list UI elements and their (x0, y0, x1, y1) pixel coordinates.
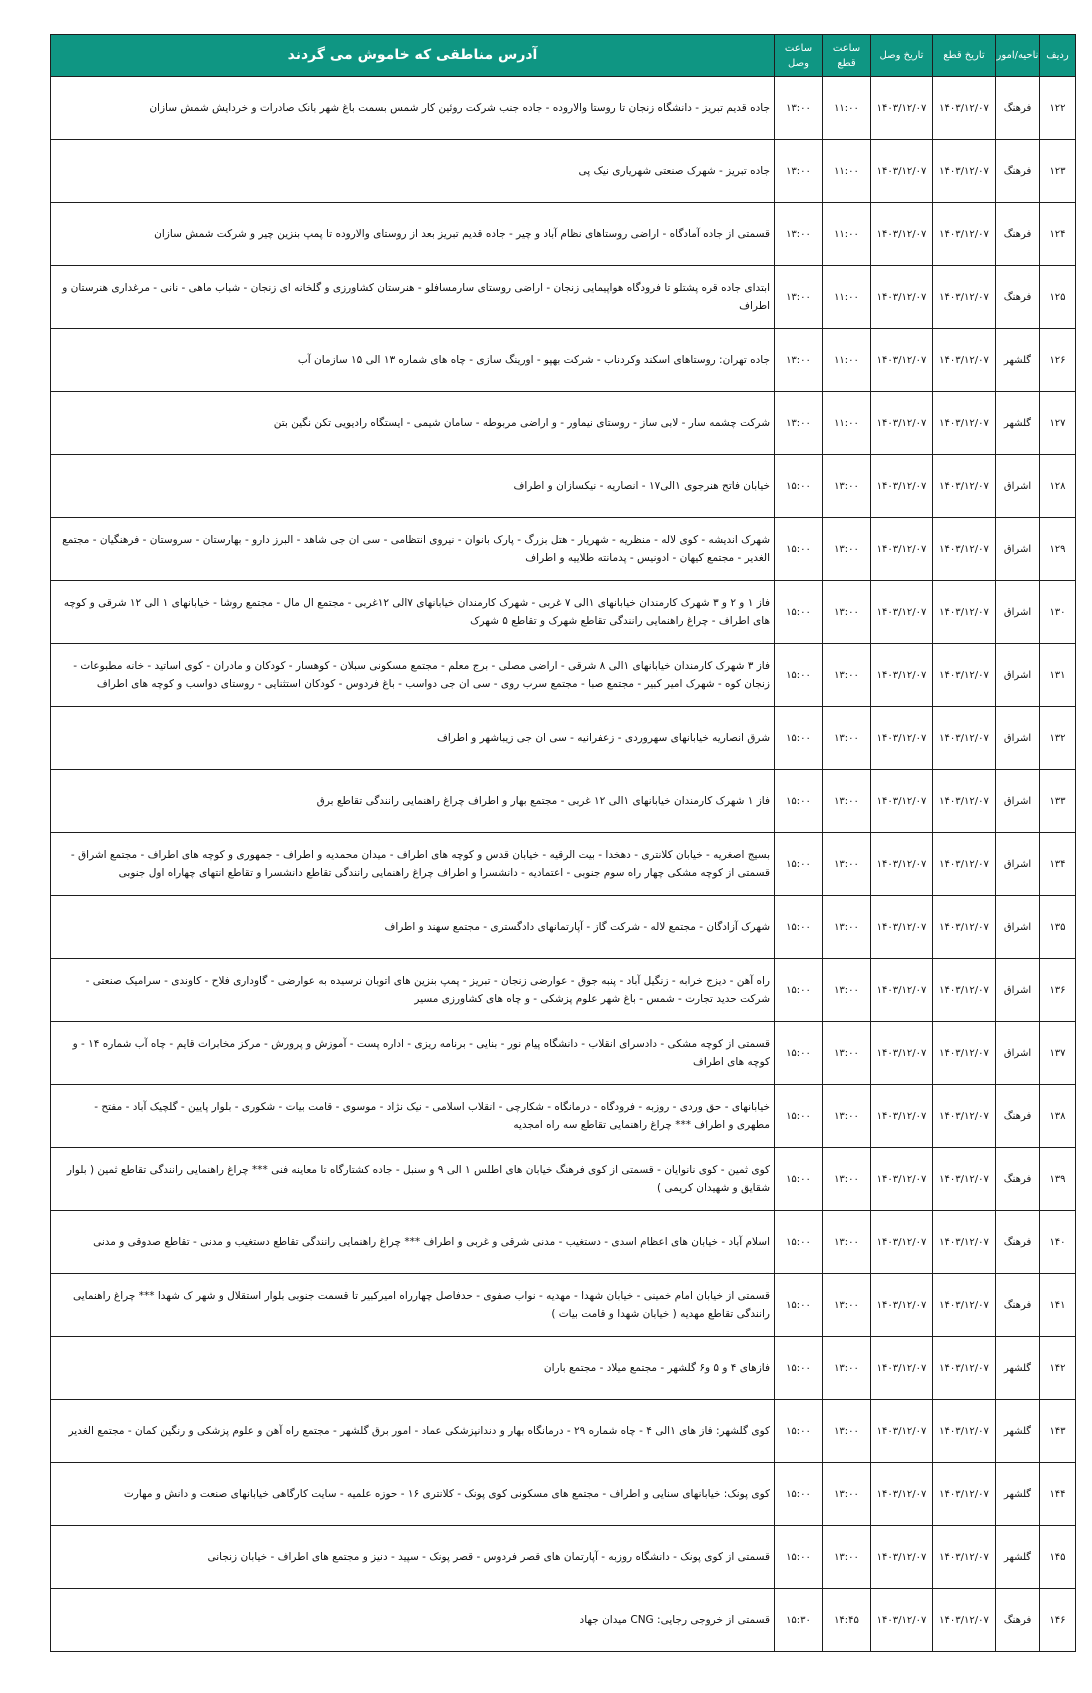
connect-time-cell: ۱۵:۰۰ (775, 1526, 823, 1589)
cut-time-cell: ۱۱:۰۰ (823, 266, 871, 329)
table-row (51, 140, 1076, 203)
area-cell: اشراق (996, 896, 1040, 959)
table-row (51, 1022, 1076, 1085)
header-connect-date: تاریخ وصل (871, 35, 933, 77)
table-row (51, 644, 1076, 707)
cut-time-cell: ۱۱:۰۰ (823, 77, 871, 140)
table-row (51, 266, 1076, 329)
table-row (51, 1526, 1076, 1589)
area-cell: گلشهر (996, 392, 1040, 455)
cut-time-cell: ۱۳:۰۰ (823, 833, 871, 896)
area-cell: فرهنگ (996, 1274, 1040, 1337)
cut-time-cell: ۱۳:۰۰ (823, 770, 871, 833)
cut-time-cell: ۱۱:۰۰ (823, 392, 871, 455)
connect-time-cell: ۱۵:۰۰ (775, 455, 823, 518)
connect-time-cell: ۱۵:۰۰ (775, 833, 823, 896)
table-row (51, 1274, 1076, 1337)
cut-date-cell: ۱۴۰۳/۱۲/۰۷ (933, 1463, 996, 1526)
cut-date-cell: ۱۴۰۳/۱۲/۰۷ (933, 1526, 996, 1589)
connect-date-cell: ۱۴۰۳/۱۲/۰۷ (871, 1400, 933, 1463)
area-cell: گلشهر (996, 1400, 1040, 1463)
row-number-cell: ۱۳۹ (1040, 1148, 1076, 1211)
table-row (51, 896, 1076, 959)
outage-table (50, 34, 1076, 1652)
header-area: ناحیه/امور (996, 35, 1040, 77)
row-number-cell: ۱۳۲ (1040, 707, 1076, 770)
cut-date-cell: ۱۴۰۳/۱۲/۰۷ (933, 455, 996, 518)
area-cell: اشراق (996, 1022, 1040, 1085)
cut-time-cell: ۱۱:۰۰ (823, 140, 871, 203)
table-row (51, 581, 1076, 644)
area-cell: فرهنگ (996, 1211, 1040, 1274)
connect-date-cell: ۱۴۰۳/۱۲/۰۷ (871, 1148, 933, 1211)
area-cell: اشراق (996, 455, 1040, 518)
connect-date-cell: ۱۴۰۳/۱۲/۰۷ (871, 896, 933, 959)
address-cell: قسمتی از کوچه مشکی - دادسرای انقلاب - دانشگاه پیام نور - بنایی - برنامه ریزی - اداره پست - آموزش و پرورش - مرکز مخابرات قایم - چاه آب شماره ۱۴ - و کوچه های اطراف (51, 1022, 775, 1085)
area-cell: فرهنگ (996, 266, 1040, 329)
cut-date-cell: ۱۴۰۳/۱۲/۰۷ (933, 1211, 996, 1274)
cut-date-cell: ۱۴۰۳/۱۲/۰۷ (933, 1148, 996, 1211)
connect-date-cell: ۱۴۰۳/۱۲/۰۷ (871, 77, 933, 140)
cut-date-cell: ۱۴۰۳/۱۲/۰۷ (933, 581, 996, 644)
connect-time-cell: ۱۳:۰۰ (775, 329, 823, 392)
area-cell: اشراق (996, 518, 1040, 581)
address-cell: جاده تبریز - شهرک صنعتی شهریاری نیک پی (51, 140, 775, 203)
connect-time-cell: ۱۵:۰۰ (775, 1148, 823, 1211)
cut-date-cell: ۱۴۰۳/۱۲/۰۷ (933, 1085, 996, 1148)
row-number-cell: ۱۳۵ (1040, 896, 1076, 959)
connect-time-cell: ۱۳:۰۰ (775, 203, 823, 266)
row-number-cell: ۱۲۴ (1040, 203, 1076, 266)
connect-date-cell: ۱۴۰۳/۱۲/۰۷ (871, 1337, 933, 1400)
row-number-cell: ۱۲۳ (1040, 140, 1076, 203)
connect-date-cell: ۱۴۰۳/۱۲/۰۷ (871, 1274, 933, 1337)
connect-date-cell: ۱۴۰۳/۱۲/۰۷ (871, 1085, 933, 1148)
address-cell: ابتدای جاده قره پشتلو تا فرودگاه هواپیمایی زنجان - اراضی روستای سارمسافلو - هنرستان کشاورزی و گلخانه ای زنجان - شباب ماهی - نانی - مرغداری هنرستان و اطراف (51, 266, 775, 329)
address-cell: شرکت چشمه سار - لابی ساز - روستای نیماور - و اراضی مربوطه - سامان شیمی - ایستگاه رادیویی تکن نگین بتن (51, 392, 775, 455)
row-number-cell: ۱۴۵ (1040, 1526, 1076, 1589)
connect-time-cell: ۱۳:۰۰ (775, 140, 823, 203)
table-row (51, 1463, 1076, 1526)
connect-date-cell: ۱۴۰۳/۱۲/۰۷ (871, 1463, 933, 1526)
cut-date-cell: ۱۴۰۳/۱۲/۰۷ (933, 203, 996, 266)
area-cell: اشراق (996, 770, 1040, 833)
connect-date-cell: ۱۴۰۳/۱۲/۰۷ (871, 1211, 933, 1274)
connect-time-cell: ۱۵:۰۰ (775, 770, 823, 833)
row-number-cell: ۱۳۷ (1040, 1022, 1076, 1085)
area-cell: اشراق (996, 707, 1040, 770)
cut-time-cell: ۱۱:۰۰ (823, 329, 871, 392)
cut-date-cell: ۱۴۰۳/۱۲/۰۷ (933, 140, 996, 203)
connect-time-cell: ۱۵:۰۰ (775, 1274, 823, 1337)
cut-date-cell: ۱۴۰۳/۱۲/۰۷ (933, 518, 996, 581)
header-cut-date: تاریخ قطع (933, 35, 996, 77)
table-row (51, 77, 1076, 140)
connect-time-cell: ۱۳:۰۰ (775, 77, 823, 140)
row-number-cell: ۱۳۱ (1040, 644, 1076, 707)
connect-date-cell: ۱۴۰۳/۱۲/۰۷ (871, 1589, 933, 1652)
row-number-cell: ۱۳۳ (1040, 770, 1076, 833)
cut-date-cell: ۱۴۰۳/۱۲/۰۷ (933, 1337, 996, 1400)
address-cell: قسمتی از جاده آمادگاه - اراضی روستاهای نظام آباد و چیر - جاده قدیم تبریز بعد از روستای والاروده تا پمپ بنزین چیر و شرکت شمش سازان (51, 203, 775, 266)
connect-date-cell: ۱۴۰۳/۱۲/۰۷ (871, 140, 933, 203)
address-cell: فاز ۱ و ۲ و ۳ شهرک کارمندان خیابانهای ۱الی ۷ غربی - شهرک کارمندان خیابانهای ۷الی ۱۲غربی - مجتمع ال مال - مجتمع روشا - خیابانهای ۱ الی ۱۲ شرقی و کوچه های اطراف - چراغ راهنمایی رانندگی تقاطع شهرک و تقاطع ۵ شهرک (51, 581, 775, 644)
cut-time-cell: ۱۱:۰۰ (823, 203, 871, 266)
connect-time-cell: ۱۵:۰۰ (775, 1085, 823, 1148)
connect-date-cell: ۱۴۰۳/۱۲/۰۷ (871, 266, 933, 329)
address-cell: فاز ۱ شهرک کارمندان خیابانهای ۱الی ۱۲ غربی - مجتمع بهار و اطراف چراغ راهنمایی رانندگی تقاطع برق (51, 770, 775, 833)
area-cell: اشراق (996, 581, 1040, 644)
cut-date-cell: ۱۴۰۳/۱۲/۰۷ (933, 1400, 996, 1463)
row-number-cell: ۱۲۲ (1040, 77, 1076, 140)
table-row (51, 707, 1076, 770)
connect-time-cell: ۱۵:۰۰ (775, 1211, 823, 1274)
connect-date-cell: ۱۴۰۳/۱۲/۰۷ (871, 203, 933, 266)
address-cell: شهرک آزادگان - مجتمع لاله - شرکت گاز - آپارتمانهای دادگستری - مجتمع سهند و اطراف (51, 896, 775, 959)
address-cell: جاده تهران: روستاهای اسکند وکردناب - شرکت بهپو - اورینگ سازی - چاه های شماره ۱۳ الی ۱۵ سازمان آب (51, 329, 775, 392)
cut-time-cell: ۱۳:۰۰ (823, 1526, 871, 1589)
connect-date-cell: ۱۴۰۳/۱۲/۰۷ (871, 1022, 933, 1085)
table-row (51, 392, 1076, 455)
connect-time-cell: ۱۵:۰۰ (775, 518, 823, 581)
row-number-cell: ۱۲۷ (1040, 392, 1076, 455)
cut-time-cell: ۱۳:۰۰ (823, 644, 871, 707)
cut-date-cell: ۱۴۰۳/۱۲/۰۷ (933, 1022, 996, 1085)
cut-date-cell: ۱۴۰۳/۱۲/۰۷ (933, 644, 996, 707)
cut-time-cell: ۱۳:۰۰ (823, 1337, 871, 1400)
table-row (51, 959, 1076, 1022)
row-number-cell: ۱۴۲ (1040, 1337, 1076, 1400)
row-number-cell: ۱۴۶ (1040, 1589, 1076, 1652)
header-cut-time: ساعت قطع (823, 35, 871, 77)
table-row (51, 1400, 1076, 1463)
table-row (51, 1148, 1076, 1211)
address-cell: کوی ثمین - کوی نانوایان - قسمتی از کوی فرهنگ خیابان های اطلس ۱ الی ۹ و سنبل - جاده کشتارگاه تا معاینه فنی *** چراغ راهنمایی رانندگی تقاطع ثمین ( بلوار شقایق و شهیدان کریمی ) (51, 1148, 775, 1211)
connect-date-cell: ۱۴۰۳/۱۲/۰۷ (871, 518, 933, 581)
row-number-cell: ۱۳۴ (1040, 833, 1076, 896)
connect-date-cell: ۱۴۰۳/۱۲/۰۷ (871, 833, 933, 896)
table-row (51, 1085, 1076, 1148)
address-cell: اسلام آباد - خیابان های اعظام اسدی - دستغیب - مدنی شرقی و غربی و اطراف *** چراغ راهنمایی رانندگی تقاطع دستغیب و مدنی - تقاطع صدوقی و مدنی (51, 1211, 775, 1274)
row-number-cell: ۱۳۶ (1040, 959, 1076, 1022)
cut-date-cell: ۱۴۰۳/۱۲/۰۷ (933, 959, 996, 1022)
area-cell: گلشهر (996, 1463, 1040, 1526)
connect-time-cell: ۱۵:۰۰ (775, 581, 823, 644)
cut-time-cell: ۱۴:۴۵ (823, 1589, 871, 1652)
cut-time-cell: ۱۳:۰۰ (823, 1148, 871, 1211)
cut-date-cell: ۱۴۰۳/۱۲/۰۷ (933, 896, 996, 959)
cut-time-cell: ۱۳:۰۰ (823, 581, 871, 644)
table-row (51, 770, 1076, 833)
table-row (51, 203, 1076, 266)
area-cell: فرهنگ (996, 1085, 1040, 1148)
table-row (51, 1589, 1076, 1652)
header-address: آدرس مناطقی که خاموش می گردند (51, 35, 775, 77)
cut-time-cell: ۱۳:۰۰ (823, 1400, 871, 1463)
connect-time-cell: ۱۵:۰۰ (775, 1337, 823, 1400)
connect-date-cell: ۱۴۰۳/۱۲/۰۷ (871, 581, 933, 644)
header-row-number: ردیف (1040, 35, 1076, 77)
address-cell: قسمتی از کوی پونک - دانشگاه روزبه - آپارتمان های قصر فردوس - قصر پونک - سپید - دنیز و مجتمع های اطراف - خیابان زنجانی (51, 1526, 775, 1589)
connect-date-cell: ۱۴۰۳/۱۲/۰۷ (871, 1526, 933, 1589)
cut-time-cell: ۱۳:۰۰ (823, 707, 871, 770)
cut-date-cell: ۱۴۰۳/۱۲/۰۷ (933, 1589, 996, 1652)
cut-date-cell: ۱۴۰۳/۱۲/۰۷ (933, 77, 996, 140)
address-cell: فازهای ۴ و ۵ و۶ گلشهر - مجتمع میلاد - مجتمع باران (51, 1337, 775, 1400)
address-cell: فاز ۳ شهرک کارمندان خیابانهای ۱الی ۸ شرقی - اراضی مصلی - برج معلم - مجتمع مسکونی سبلان - کوهسار - کودکان و مادران - کوی اساتید - خانه مطبوعات - زنجان کوه - شهرک امیر کبیر - مجتمع صبا - مجتمع سرب روی - سی ان جی دواسب - باغ فردوس - کودکان استثنایی - روستای دواسب و کوچه های اطراف (51, 644, 775, 707)
connect-date-cell: ۱۴۰۳/۱۲/۰۷ (871, 455, 933, 518)
connect-date-cell: ۱۴۰۳/۱۲/۰۷ (871, 959, 933, 1022)
connect-time-cell: ۱۵:۰۰ (775, 644, 823, 707)
table-row (51, 1337, 1076, 1400)
cut-time-cell: ۱۳:۰۰ (823, 1463, 871, 1526)
connect-date-cell: ۱۴۰۳/۱۲/۰۷ (871, 644, 933, 707)
address-cell: بسیج اصغریه - خیابان کلانتری - دهخدا - بیت الرقیه - خیابان قدس و کوچه های اطراف - میدان محمدیه و اطراف - جمهوری و کوچه های اطراف - مجتمع اشراق - قسمتی از کوچه مشکی چهار راه سوم جنوبی - اعتمادیه - دانشسرا و اطراف چراغ راهنمایی رانندگی تقاطع دانشسرا و تقاطع انتهای چهاراه اول جنوبی (51, 833, 775, 896)
row-number-cell: ۱۴۰ (1040, 1211, 1076, 1274)
connect-time-cell: ۱۵:۳۰ (775, 1589, 823, 1652)
cut-time-cell: ۱۳:۰۰ (823, 959, 871, 1022)
row-number-cell: ۱۴۳ (1040, 1400, 1076, 1463)
area-cell: گلشهر (996, 1337, 1040, 1400)
area-cell: فرهنگ (996, 1589, 1040, 1652)
cut-date-cell: ۱۴۰۳/۱۲/۰۷ (933, 266, 996, 329)
row-number-cell: ۱۳۸ (1040, 1085, 1076, 1148)
connect-time-cell: ۱۵:۰۰ (775, 1463, 823, 1526)
area-cell: فرهنگ (996, 203, 1040, 266)
address-cell: کوی پونک: خیابانهای سنایی و اطراف - مجتمع های مسکونی کوی پونک - کلانتری ۱۶ - حوزه علمیه - سایت کارگاهی خیابانهای صنعت و دانش و مهارت (51, 1463, 775, 1526)
row-number-cell: ۱۳۰ (1040, 581, 1076, 644)
address-cell: قسمتی از خیابان امام خمینی - خیابان شهدا - مهدیه - نواب صفوی - حدفاصل چهارراه امیرکبیر تا قسمت جنوبی بلوار استقلال و شهر ک شهدا *** چراغ راهنمایی رانندگی تقاطع مهدیه ( خیابان شهدا و قامت بیات ) (51, 1274, 775, 1337)
connect-time-cell: ۱۵:۰۰ (775, 707, 823, 770)
cut-time-cell: ۱۳:۰۰ (823, 1022, 871, 1085)
connect-time-cell: ۱۳:۰۰ (775, 392, 823, 455)
address-cell: راه آهن - دیزج خرابه - زنگیل آباد - پنبه جوق - عوارضی زنجان - تبریز - پمپ بنزین های اتوبان نرسیده به عوارضی - گاوداری فلاح - کاوندی - سرامیک صنعتی - شرکت حدید تجارت - شمس - باغ شهر علوم پزشکی - و چاه های کشاورزی مسیر (51, 959, 775, 1022)
address-cell: خیابان فاتح هنرجوی ۱الی۱۷ - انصاریه - نیکسازان و اطراف (51, 455, 775, 518)
table-header (51, 35, 1076, 77)
area-cell: گلشهر (996, 1526, 1040, 1589)
connect-time-cell: ۱۵:۰۰ (775, 1022, 823, 1085)
area-cell: فرهنگ (996, 77, 1040, 140)
connect-date-cell: ۱۴۰۳/۱۲/۰۷ (871, 392, 933, 455)
address-cell: شهرک اندیشه - کوی لاله - منظریه - شهریار - هتل بزرگ - پارک بانوان - نیروی انتظامی - سی ان جی شاهد - البرز دارو - بهارستان - سروستان - فرهنگیان - مجتمع الغدیر - مجتمع کیهان - ادونیس - پدمانته طلاییه و اطراف (51, 518, 775, 581)
connect-date-cell: ۱۴۰۳/۱۲/۰۷ (871, 770, 933, 833)
table-row (51, 455, 1076, 518)
area-cell: گلشهر (996, 329, 1040, 392)
cut-date-cell: ۱۴۰۳/۱۲/۰۷ (933, 707, 996, 770)
cut-time-cell: ۱۳:۰۰ (823, 1085, 871, 1148)
connect-time-cell: ۱۵:۰۰ (775, 959, 823, 1022)
cut-date-cell: ۱۴۰۳/۱۲/۰۷ (933, 1274, 996, 1337)
connect-date-cell: ۱۴۰۳/۱۲/۰۷ (871, 707, 933, 770)
connect-date-cell: ۱۴۰۳/۱۲/۰۷ (871, 329, 933, 392)
cut-time-cell: ۱۳:۰۰ (823, 518, 871, 581)
address-cell: جاده قدیم تبریز - دانشگاه زنجان تا روستا والاروده - جاده جنب شرکت روئین کار شمس بسمت باغ شهر بانک صادرات و خردایش شمش سازان (51, 77, 775, 140)
address-cell: قسمتی از خروجی رجایی: CNG میدان جهاد (51, 1589, 775, 1652)
area-cell: اشراق (996, 644, 1040, 707)
area-cell: اشراق (996, 833, 1040, 896)
cut-date-cell: ۱۴۰۳/۱۲/۰۷ (933, 770, 996, 833)
table-row (51, 518, 1076, 581)
cut-date-cell: ۱۴۰۳/۱۲/۰۷ (933, 392, 996, 455)
connect-time-cell: ۱۳:۰۰ (775, 266, 823, 329)
cut-date-cell: ۱۴۰۳/۱۲/۰۷ (933, 833, 996, 896)
table-row (51, 329, 1076, 392)
outage-schedule (50, 34, 1076, 1652)
address-cell: کوی گلشهر: فاز های ۱الی ۴ - چاه شماره ۲۹ - درمانگاه بهار و دندانپزشکی عماد - امور برق گلشهر - مجتمع راه آهن و علوم پزشکی و رنگین کمان - مجتمع الغدیر (51, 1400, 775, 1463)
area-cell: اشراق (996, 959, 1040, 1022)
header-connect-time: ساعت وصل (775, 35, 823, 77)
cut-date-cell: ۱۴۰۳/۱۲/۰۷ (933, 329, 996, 392)
area-cell: فرهنگ (996, 140, 1040, 203)
row-number-cell: ۱۲۶ (1040, 329, 1076, 392)
row-number-cell: ۱۴۱ (1040, 1274, 1076, 1337)
connect-time-cell: ۱۵:۰۰ (775, 896, 823, 959)
row-number-cell: ۱۲۹ (1040, 518, 1076, 581)
cut-time-cell: ۱۳:۰۰ (823, 1274, 871, 1337)
connect-time-cell: ۱۵:۰۰ (775, 1400, 823, 1463)
row-number-cell: ۱۴۴ (1040, 1463, 1076, 1526)
cut-time-cell: ۱۳:۰۰ (823, 1211, 871, 1274)
table-row (51, 833, 1076, 896)
cut-time-cell: ۱۳:۰۰ (823, 896, 871, 959)
cut-time-cell: ۱۳:۰۰ (823, 455, 871, 518)
area-cell: فرهنگ (996, 1148, 1040, 1211)
address-cell: خیابانهای - حق وردی - روزبه - فرودگاه - درمانگاه - شکارچی - انقلاب اسلامی - نیک نژاد - موسوی - قامت بیات - شکوری - بلوار پایین - گلچیک آباد - مفتح - مطهری و اطراف *** چراغ راهنمایی تقاطع سه راه امجدیه (51, 1085, 775, 1148)
row-number-cell: ۱۲۵ (1040, 266, 1076, 329)
row-number-cell: ۱۲۸ (1040, 455, 1076, 518)
table-row (51, 1211, 1076, 1274)
address-cell: شرق انصاریه خیابانهای سهروردی - زعفرانیه - سی ان جی زیباشهر و اطراف (51, 707, 775, 770)
